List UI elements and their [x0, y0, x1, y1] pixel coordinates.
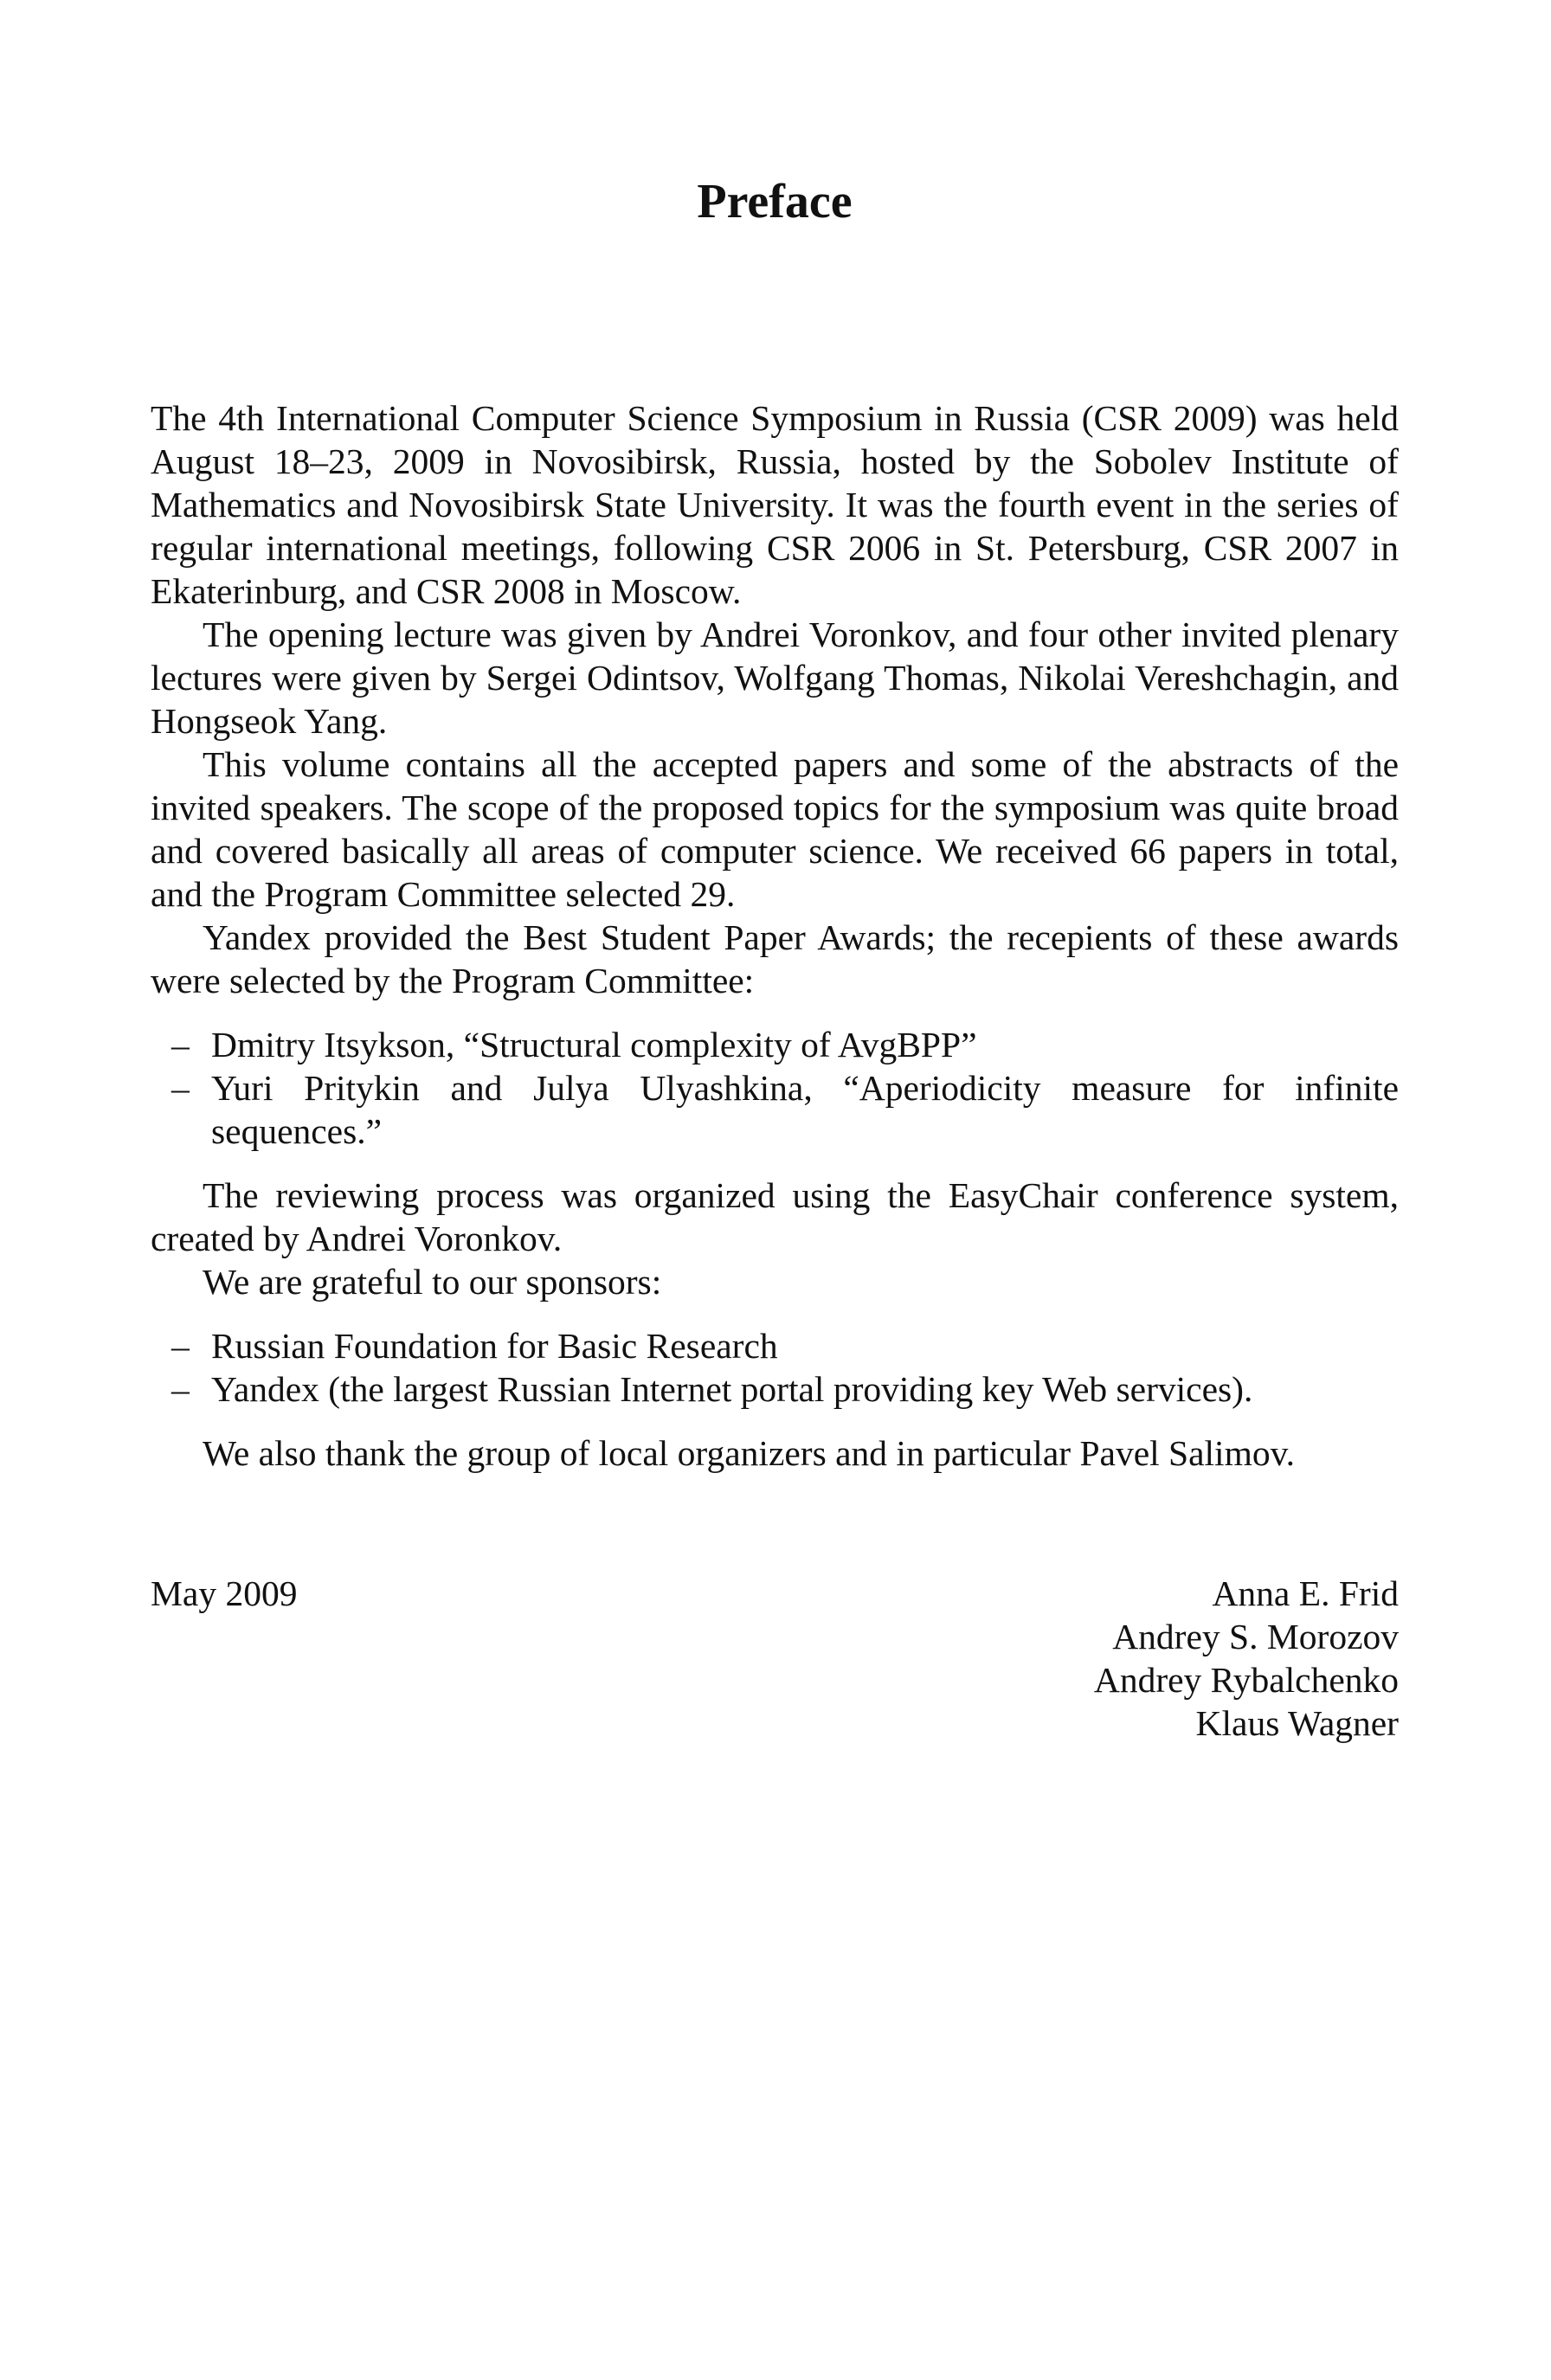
- document-page: [151, 0, 1399, 2380]
- editor-name: Andrey Rybalchenko: [1093, 1660, 1399, 1700]
- paragraph-closing: We also thank the group of local organizers and in particular Pavel Salimov.: [203, 1433, 1296, 1473]
- sponsors-list: [151, 1324, 1399, 1411]
- list-item: [151, 1023, 1399, 1066]
- paragraph-lectures: The opening lecture was given by Andrei Voronkov, and four other invited plenary lectures were given by Sergei Odintsov, Wolfgang Thomas, Nikolai Vereshchagin, and Hongseok Yang.: [151, 614, 1399, 741]
- date: May 2009: [151, 1573, 298, 1613]
- paragraph-intro: The 4th International Computer Science Symposium in Russia (CSR 2009) was held August 18–23, 2009 in Novosibirsk, Russia, hosted by the Sobolev Institute of Mathematics and Novosibirsk State University. It was the fourth event in the series of regular international meetings, following CSR 2006 in St. Petersburg, CSR 2007 in Ekaterinburg, and CSR 2008 in Moscow.: [151, 398, 1399, 611]
- list-item: [151, 1367, 1399, 1411]
- awards-list: [151, 1023, 1399, 1153]
- list-dash: –: [171, 1068, 190, 1108]
- paragraph-sponsors: We are grateful to our sponsors:: [203, 1262, 662, 1302]
- list-dash: –: [171, 1025, 190, 1065]
- list-item: [151, 1324, 1399, 1367]
- paragraph-volume: This volume contains all the accepted papers and some of the abstracts of the invited speakers. The scope of the proposed topics for the symposium was quite broad and covered basically all areas of computer science. We received 66 papers in total, and the Program Committee selected 29.: [151, 744, 1399, 914]
- award-text: Dmitry Itsykson, “Structural complexity of AvgBPP”: [211, 1025, 977, 1065]
- editors-list: [1094, 1572, 1399, 1745]
- paragraph-awards: Yandex provided the Best Student Paper Awards; the recepients of these awards were selected by the Program Committee:: [151, 917, 1399, 1000]
- list-dash: –: [171, 1369, 190, 1409]
- list-dash: –: [171, 1326, 190, 1366]
- editor-name: Andrey S. Morozov: [1112, 1617, 1399, 1656]
- award-text: Yuri Pritykin and Julya Ulyashkina, “Aperiodicity measure for infinite sequences.”: [211, 1068, 1399, 1151]
- editor-name: Klaus Wagner: [1195, 1703, 1399, 1743]
- editor-name: Anna E. Frid: [1212, 1573, 1399, 1613]
- paragraph-reviewing: The reviewing process was organized using the EasyChair conference system, created by Andrei Voronkov.: [151, 1175, 1399, 1258]
- list-item: [151, 1066, 1399, 1153]
- preface-body: [151, 396, 1399, 1475]
- page-title: Preface: [697, 175, 853, 228]
- sponsor-text: Russian Foundation for Basic Research: [211, 1326, 778, 1366]
- sponsor-text: Yandex (the largest Russian Internet portal providing key Web services).: [211, 1369, 1253, 1409]
